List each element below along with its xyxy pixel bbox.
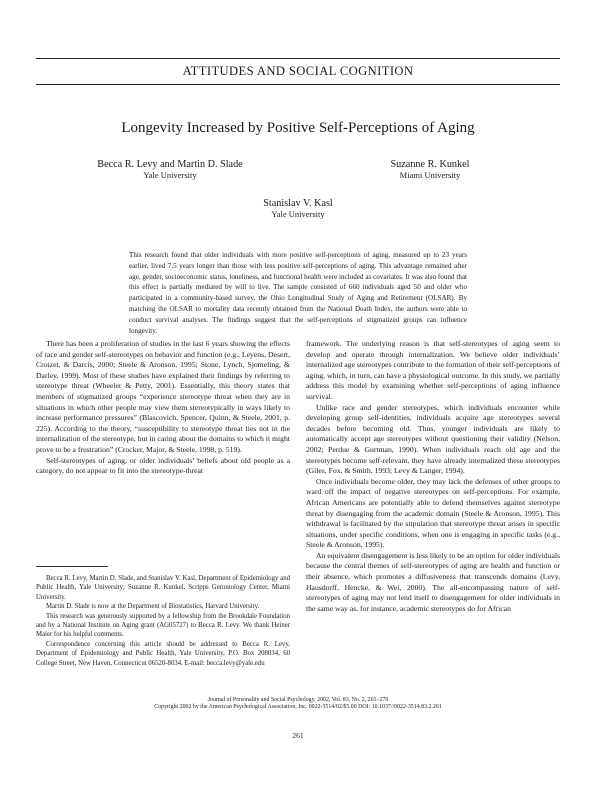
author-affiliation: Miami University (399, 170, 461, 180)
body-paragraph: An equivalent disengagement is less likely to be an option for older individuals because the central themes of self-stereotypes of aging are health and function or their absence, which promotes a diffusiveness that transcends domains (Levy, Hausdorff, Hencke, & Wei, 2000). The all-encompassing nature of self-stereotypes of aging may not lend itself to disengagement for older individuals in the same way as, for instance, academic stereotypes do for African (306, 550, 560, 613)
body-paragraph: Once individuals become older, they may lack the defenses of other groups to ward off the impact of negative stereotypes on self-perceptions. For example, African Americans are potentially able to defend themselves against stereotype threat by disengaging from the academic domain (Steele & Aronson, 1995). This withdrawal is facilitated by the stipulation that stereotype threat arises in specific situations, under specific conditions, when one is engaging in specific tasks (e.g., Steele & Aronson, 1995). (306, 476, 560, 550)
journal-citation (110, 697, 486, 711)
abstract: This research found that older individuals with more positive self-perceptions of aging, measured up to 23 years earlier, lived 7.5 years longer than those with less positive self-perceptions of aging. This advantage remained after age, gender, socioeconomic status, loneliness, and functional health were included as covariates. It was also found that this effect is partially mediated by will to live. The sample consisted of 660 individuals aged 50 and older who participated in a community-based survey, the Ohio Longitudinal Study of Aging and Retirement (OLSAR). By matching the OLSAR to mortality data recently obtained from the National Death Index, the authors were able to conduct survival analyses. The findings suggest that the self-perceptions of stigmatized groups can influence longevity. (129, 251, 467, 335)
author-affiliation: Yale University (143, 170, 197, 180)
author-block-1 (70, 159, 270, 180)
left-column (36, 339, 290, 477)
author-block-2 (345, 159, 515, 180)
section-title: ATTITUDES AND SOCIAL COGNITION (182, 64, 414, 78)
copyright-line: Copyright 2002 by the American Psychological Association, Inc. 0022-3514/02/$5.00 DOI: 10.1037//0022-3514.83.2.261 (154, 704, 442, 711)
right-column (306, 339, 560, 614)
author-names: Stanislav V. Kasl (263, 198, 333, 209)
footnote: This research was generously supported by a fellowship from the Brookdale Foundation and by a National Institute on Aging grant (AG05727) to Becca R. Levy. We thank Heiner Maier for his helpful comments. (36, 612, 290, 639)
body-paragraph: Self-stereotypes of aging, or older individuals’ beliefs about old people as a category, do not appear to fit into the stereotype-threat (36, 455, 290, 476)
footnote-rule (36, 566, 108, 567)
author-names: Suzanne R. Kunkel (390, 159, 470, 170)
body-paragraph: framework. The underlying reason is that self-stereotypes of aging seem to develop and operate through internalization. We believe older individuals’ internalized age stereotypes contribute to the formation of their self-perceptions of aging, which, in turn, can have a physiological outcome. In this study, we partially address this model by examining whether self-perceptions of aging influence survival. (306, 339, 560, 401)
footnote: Becca R. Levy, Martin D. Slade, and Stanislav V. Kasl, Department of Epidemiology and Public Health, Yale University; Suzanne R. Kunkel, Scripps Gerontology Center, Miami University. (36, 575, 290, 601)
footnotes (36, 574, 290, 668)
footnote: Correspondence concerning this article should be addressed to Becca R. Levy, Department of Epidemiology and Public Health, Yale University, P.O. Box 208034, 60 College Street, New Haven, Connecticut 06520-8034. E-mail: becca.levy@yale.edu (36, 640, 290, 667)
author-affiliation: Yale University (271, 209, 325, 219)
page-number: 261 (292, 731, 304, 740)
section-rule (36, 84, 560, 85)
footnote: Martin D. Slade is now at the Department of Biostatistics, Harvard University. (46, 603, 260, 611)
body-paragraph: Unlike race and gender stereotypes, which individuals encounter while developing group self-identities, individuals acquire age stereotypes several decades before becoming old. Thus, younger individuals are likely to automatically accept age stereotypes without questioning their validity (Nelson, 2002; Perdue & Gurtman, 1990). When individuals reach old age and the stereotypes become self-relevant, they have already internalized these stereotypes (Giles, Fox, & Smith, 1993; Levy & Langer, 1994). (306, 402, 560, 476)
article-title: Longevity Increased by Positive Self-Perceptions of Aging (121, 120, 475, 136)
top-rule (36, 58, 560, 59)
author-block-3 (198, 198, 398, 219)
author-names: Becca R. Levy and Martin D. Slade (97, 159, 243, 170)
journal-line: Journal of Personality and Social Psychology, 2002, Vol. 83, No. 2, 261–270 (207, 697, 389, 703)
body-paragraph: There has been a proliferation of studies in the last 6 years showing the effects of race and gender self-stereotypes on behavior and function (e.g., Leyens, Desert, Croizet, & Darcis, 2000; Steele & Aronson, 1995; Stone, Lynch, Sjomeling, & Darley, 1999). Most of these studies have explained their findings by referring to stereotype threat (Wheeler & Petty, 2001). Essentially, this theory states that members of stigmatized groups “experience stereotype threat when they are in situations in which other people may view them stereotypically in ways likely to increase performance pressures” (Blascovich, Spencer, Quinn, & Steele, 2001, p. 225). According to the theory, “susceptibility to stereotype threat lies not in the internalization of the stereotype, but in caring about the domains to which it might prove to be a frustration” (Crocker, Major, & Steele, 1998, p. 519). (36, 339, 290, 454)
